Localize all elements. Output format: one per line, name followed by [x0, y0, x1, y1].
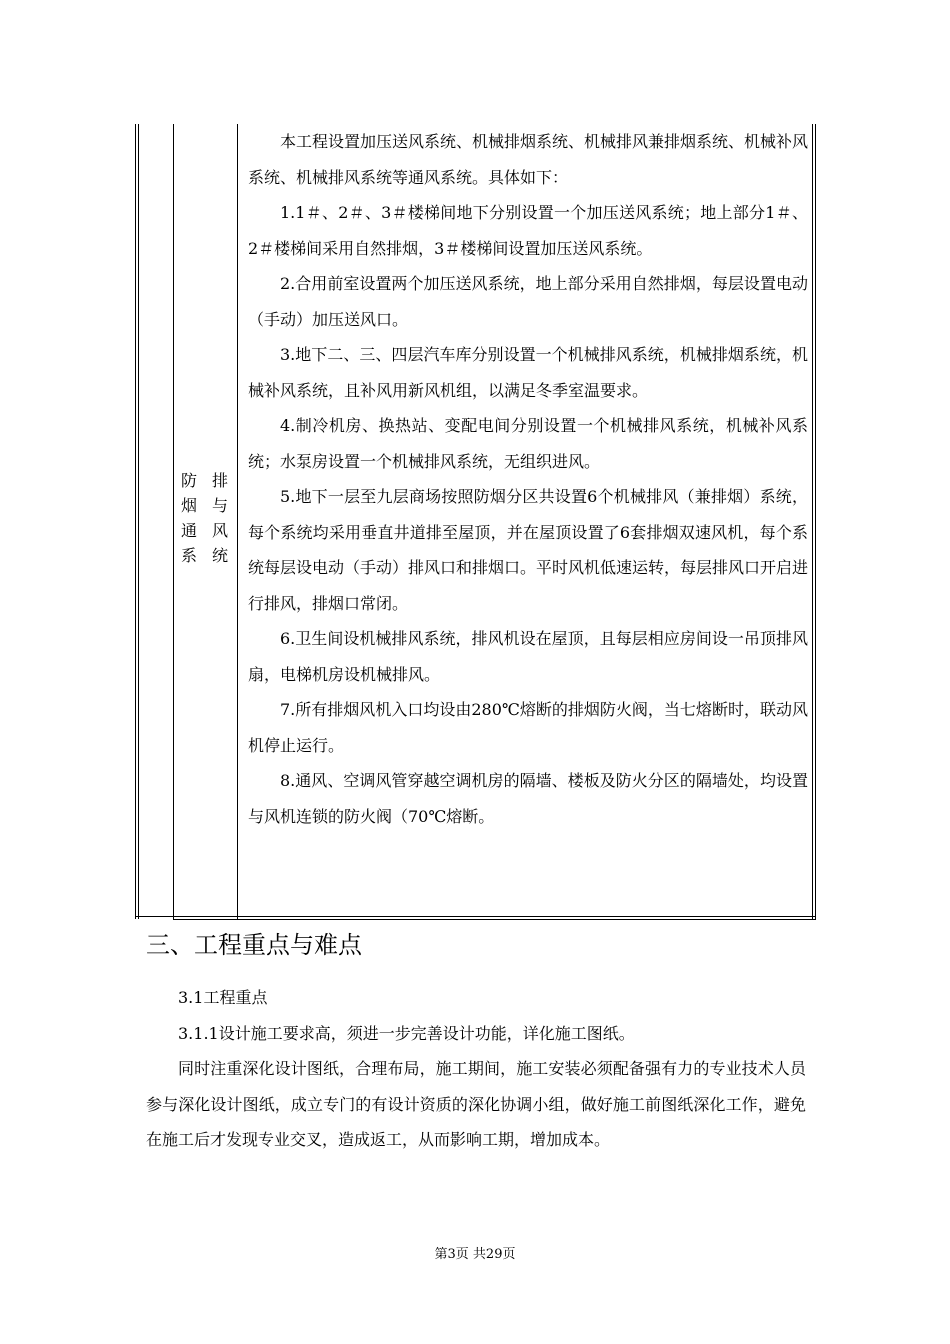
table-border-bottom — [135, 916, 816, 917]
paragraph-item-6: 6.卫生间设机械排风系统，排风机设在屋顶，且每层相应房间设一吊顶排风扇，电梯机房设机械排风。 — [248, 629, 808, 684]
table-border-left — [135, 124, 136, 919]
paragraph-item-7: 7.所有排烟风机入口均设由280℃熔断的排烟防火阀，当七熔断时，联动风机停止运行。 — [248, 700, 808, 755]
table-border-right-inner — [815, 124, 816, 919]
paragraph-item-2: 2.合用前室设置两个加压送风系统，地上部分采用自然排烟，每层设置电动（手动）加压送风口。 — [248, 274, 808, 329]
paragraph-intro: 本工程设置加压送风系统、机械排烟系统、机械排风兼排烟系统、机械补风系统、机械排风系统等通风系统。具体如下： — [248, 132, 809, 187]
paragraph-item-1: 1.1＃、2＃、3＃楼梯间地下分别设置一个加压送风系统；地上部分1＃、2＃楼梯间采用自然排烟，3＃楼梯间设置加压送风系统。 — [248, 203, 808, 258]
category-cell: 防排烟与通风系统 — [181, 471, 229, 565]
table-border-right — [812, 124, 813, 919]
table-border-left-inner — [138, 124, 139, 919]
table-divider-1 — [173, 124, 174, 919]
paragraph-item-4: 4.制冷机房、换热站、变配电间分别设置一个机械排风系统，机械补风系统；水泵房设置一个机械排风系统，无组织进风。 — [248, 416, 808, 471]
table-divider-2 — [237, 124, 238, 919]
section-body — [146, 980, 806, 1158]
subsection-point: 3.1.1设计施工要求高，须进一步完善设计功能，详化施工图纸。 — [178, 1023, 635, 1043]
paragraph-item-8: 8.通风、空调风管穿越空调机房的隔墙、楼板及防火分区的隔墙处，均设置与风机连锁的防火阀（70℃熔断。 — [248, 771, 808, 826]
subsection-title: 3.1工程重点 — [178, 988, 268, 1007]
section-paragraph: 同时注重深化设计图纸，合理布局，施工期间，施工安装必须配备强有力的专业技术人员参与深化设计图纸，成立专门的有设计资质的深化协调小组，做好施工前图纸深化工作，避免在施工后才发现专业交叉，造成返工，从而影响工期，增加成本。 — [146, 1059, 806, 1149]
page-footer: 第3页 共29页 — [434, 1247, 516, 1262]
paragraph-item-5: 5.地下一层至九层商场按照防烟分区共设置6个机械排风（兼排烟）系统，每个系统均采用垂直井道排至屋顶，并在屋顶设置了6套排烟双速风机，每个系统每层设电动（手动）排风口和排烟口。平时风机低速运转，每层排风口开启进行排风，排烟口常闭。 — [248, 487, 809, 613]
description-cell — [248, 124, 808, 834]
section-heading: 三、工程重点与难点 — [146, 931, 362, 959]
paragraph-item-3: 3.地下二、三、四层汽车库分别设置一个机械排风系统，机械排烟系统，机械补风系统，且补风用新风机组，以满足冬季室温要求。 — [248, 345, 808, 400]
table-border-bottom-inner — [173, 919, 816, 920]
